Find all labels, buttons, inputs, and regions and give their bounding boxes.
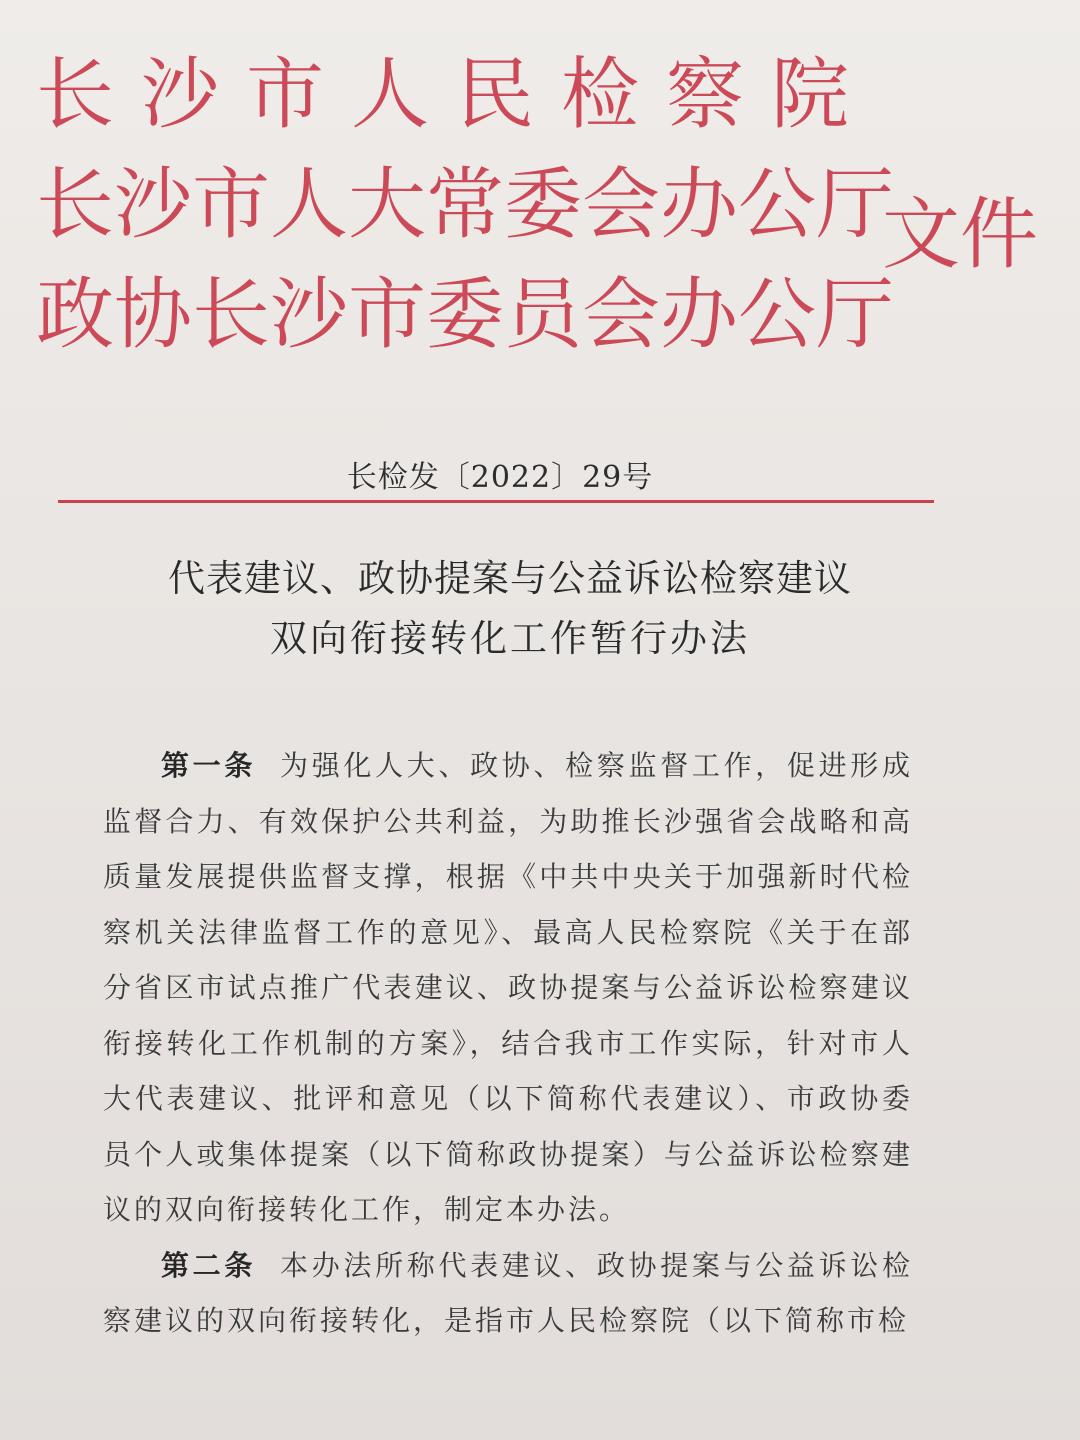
document-body xyxy=(103,738,913,1349)
red-separator-line xyxy=(58,500,934,503)
article-1 xyxy=(103,738,913,1238)
article-1-label: 第一条 xyxy=(161,749,257,782)
document-title-line-1: 代表建议、政协提案与公益诉讼检察建议 xyxy=(168,557,852,600)
document-number: 长检发〔2022〕29号 xyxy=(346,460,654,495)
document-header-suffix: 文件 xyxy=(882,190,1039,280)
issuing-organization-procuratorate: 长沙市人民检察院 xyxy=(36,50,877,140)
issuing-organization-cppcc-office: 政协长沙市委员会办公厅 xyxy=(36,270,895,360)
article-2-label: 第二条 xyxy=(161,1248,257,1282)
issuing-organization-npc-office: 长沙市人大常委会办公厅 xyxy=(36,160,895,250)
article-2-text: 本办法所称代表建议、政协提案与公益诉讼检察建议的双向衔接转化，是指市人民检察院（以下简称市检 xyxy=(103,1248,913,1337)
article-2 xyxy=(103,1238,913,1349)
article-1-text: 为强化人大、政协、检察监督工作，促进形成监督合力、有效保护公共利益，为助推长沙强省会战略和高质量发展提供监督支撑，根据《中共中央关于加强新时代检察机关法律监督工作的意见》、最高人民检察院《关于在部分省区市试点推广代表建议、政协提案与公益诉讼检察建议衔接转化工作机制的方案》，结合我市工作实际，针对市人大代表建议、批评和意见（以下简称代表建议）、市政协委员个人或集体提案（以下简称政协提案）与公益诉讼检察建议的双向衔接转化工作，制定本办法。 xyxy=(103,749,913,1226)
document-title-line-2: 双向衔接转化工作暂行办法 xyxy=(270,617,750,660)
